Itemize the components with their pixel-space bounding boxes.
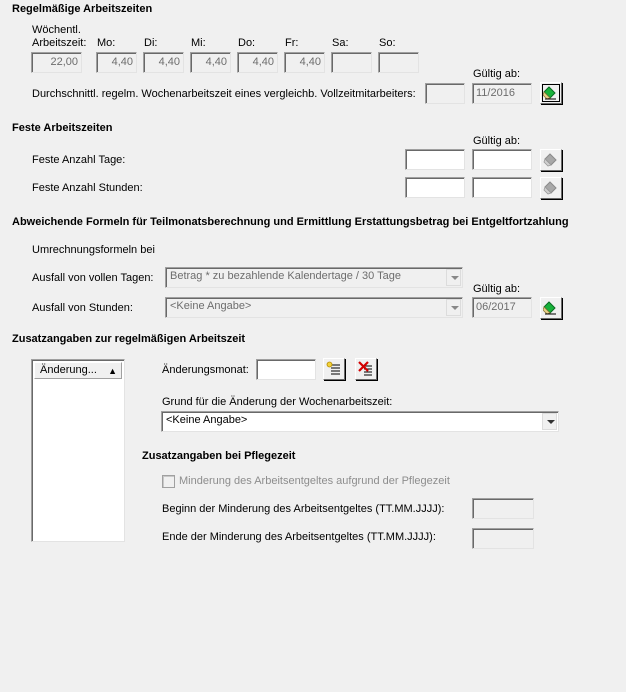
care-end-label: Ende der Minderung des Arbeitsentgeltes (TT.MM.JJJJ): xyxy=(162,531,436,543)
day-field-mo: 4,40 xyxy=(96,52,137,73)
care-reduction-label: Minderung des Arbeitsentgeltes aufgrund der Pflegezeit xyxy=(179,475,450,487)
edit-pencil-icon xyxy=(543,300,559,316)
day-field-sa xyxy=(331,52,372,73)
change-month-input[interactable] xyxy=(256,359,316,380)
day-label-do: Do: xyxy=(238,37,256,49)
section-additional-title: Zusatzangaben zur regelmäßigen Arbeitszeit xyxy=(12,333,246,345)
chevron-down-icon[interactable] xyxy=(542,413,557,430)
day-field-so xyxy=(378,52,419,73)
day-label-so: So: xyxy=(379,37,396,49)
day-field-mi: 4,40 xyxy=(190,52,231,73)
new-entry-button[interactable] xyxy=(323,358,345,380)
day-label-sa: Sa: xyxy=(332,37,349,49)
reason-select-value: <Keine Angabe> xyxy=(166,414,248,426)
full-days-select-value: Betrag * zu bezahlende Kalendertage / 30 Tage xyxy=(170,270,401,282)
day-field-di: 4,40 xyxy=(143,52,184,73)
day-field-do: 4,40 xyxy=(237,52,278,73)
weekly-valid-label: Gültig ab: xyxy=(473,68,521,80)
fixed-hours-label: Feste Anzahl Stunden: xyxy=(32,182,143,194)
day-field-fr: 4,40 xyxy=(284,52,325,73)
change-list-header[interactable] xyxy=(34,362,122,379)
delete-x-icon xyxy=(358,361,374,377)
fixed-hours-edit-button[interactable] xyxy=(540,177,562,199)
care-begin-label: Beginn der Minderung des Arbeitsentgeltes (TT.MM.JJJJ): xyxy=(162,503,445,515)
weekly-label-line2: Arbeitszeit: xyxy=(32,37,87,49)
hours-formula-select-value: <Keine Angabe> xyxy=(170,300,252,312)
day-label-mo: Mo: xyxy=(97,37,116,49)
edit-pencil-icon xyxy=(543,85,559,101)
section-regular-title: Regelmäßige Arbeitszeiten xyxy=(12,3,153,15)
edit-pencil-icon xyxy=(543,152,559,168)
day-label-fr: Fr: xyxy=(285,37,299,49)
formulas-intro: Umrechnungsformeln bei xyxy=(32,244,155,256)
edit-pencil-icon xyxy=(543,180,559,196)
avg-week-field xyxy=(425,83,465,104)
avg-week-label: Durchschnittl. regelm. Wochenarbeitszeit eines vergleichb. Vollzeitmitarbeiters: xyxy=(32,88,416,100)
care-reduction-checkbox[interactable] xyxy=(162,475,175,488)
weekly-edit-button[interactable] xyxy=(540,82,562,104)
chevron-down-icon[interactable] xyxy=(446,299,461,316)
care-begin-field xyxy=(472,498,534,519)
fixed-days-edit-button[interactable] xyxy=(540,149,562,171)
change-list-header-label: Änderung... xyxy=(40,364,97,376)
formulas-valid-field: 06/2017 xyxy=(472,297,532,318)
sort-ascending-icon: ▲ xyxy=(108,366,117,376)
day-label-di: Di: xyxy=(144,37,158,49)
fixed-hours-valid-input[interactable] xyxy=(472,177,532,198)
change-month-label: Änderungsmonat: xyxy=(162,364,249,376)
section-formulas-title: Abweichende Formeln für Teilmonatsberechnung und Ermittlung Erstattungsbetrag bei Entgeltfortzahlung xyxy=(12,216,569,228)
weekly-label-line1: Wöchentl. xyxy=(32,24,81,36)
hours-formula-select[interactable] xyxy=(165,297,463,318)
hours-formula-label: Ausfall von Stunden: xyxy=(32,302,133,314)
fixed-valid-label: Gültig ab: xyxy=(473,135,521,147)
fixed-days-input[interactable] xyxy=(405,149,465,170)
change-list[interactable] xyxy=(31,359,125,542)
weekly-valid-field: 11/2016 xyxy=(472,83,532,104)
fixed-hours-input[interactable] xyxy=(405,177,465,198)
formulas-edit-button[interactable] xyxy=(540,297,562,319)
full-days-label: Ausfall von vollen Tagen: xyxy=(32,272,154,284)
section-fixed-title: Feste Arbeitszeiten xyxy=(12,122,113,134)
reason-label: Grund für die Änderung der Wochenarbeitszeit: xyxy=(162,396,393,408)
chevron-down-icon[interactable] xyxy=(446,269,461,286)
weekly-total-field: 22,00 xyxy=(31,52,82,73)
care-end-field xyxy=(472,528,534,549)
delete-entry-button[interactable] xyxy=(355,358,377,380)
fixed-days-valid-input[interactable] xyxy=(472,149,532,170)
reason-select[interactable] xyxy=(161,411,559,432)
formulas-valid-label: Gültig ab: xyxy=(473,283,521,295)
fixed-days-label: Feste Anzahl Tage: xyxy=(32,154,126,166)
day-label-mi: Mi: xyxy=(191,37,206,49)
new-entry-icon xyxy=(326,361,342,377)
section-care-title: Zusatzangaben bei Pflegezeit xyxy=(142,450,296,462)
full-days-select[interactable] xyxy=(165,267,463,288)
